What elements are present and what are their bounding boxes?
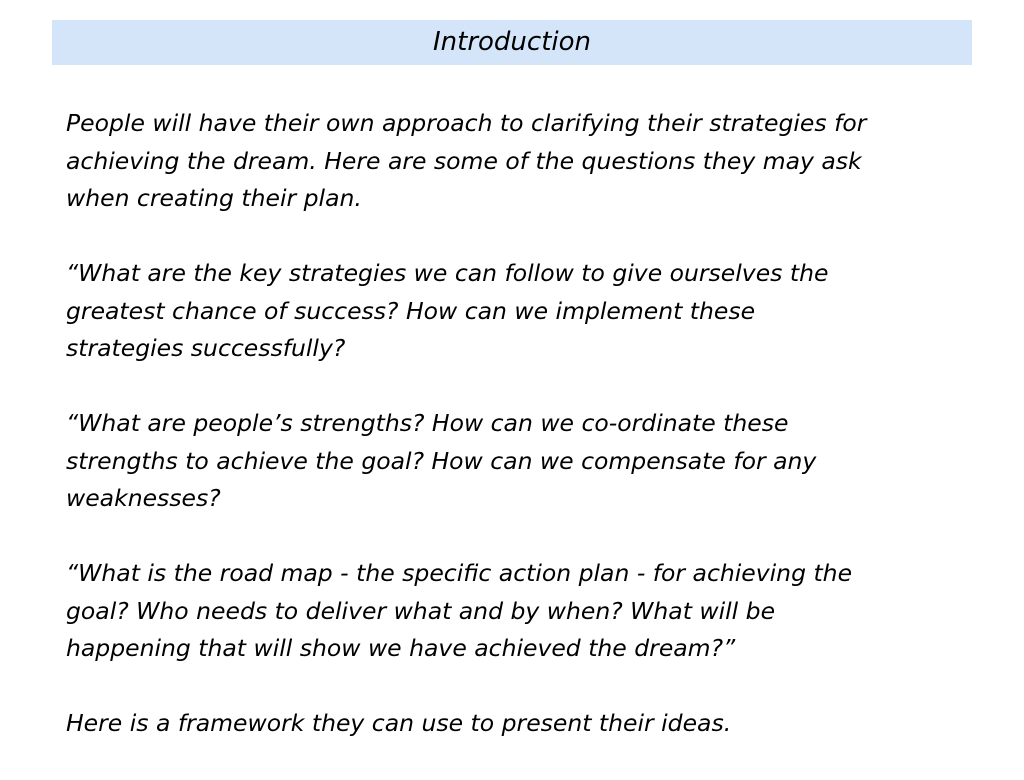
- paragraph-framework: [66, 705, 966, 743]
- page-title: Introduction: [432, 26, 592, 57]
- paragraph-line: People will have their own approach to clarifying their strategies for: [66, 109, 867, 137]
- title-bar: [52, 20, 972, 65]
- slide-body: [66, 105, 966, 780]
- paragraph-line: “What are the key strategies we can follow to give ourselves the: [66, 259, 829, 287]
- paragraph-line: happening that will show we have achieved the dream?”: [66, 634, 736, 662]
- paragraph-line: achieving the dream. Here are some of the questions they may ask: [66, 146, 862, 175]
- paragraph-road-map-question: [66, 555, 966, 668]
- paragraph-strategies-question: [66, 255, 966, 368]
- paragraph-line: “What are people’s strengths? How can we co-ordinate these: [66, 409, 789, 437]
- paragraph-line: greatest chance of success? How can we implement these: [66, 296, 756, 325]
- paragraph-line: goal? Who needs to deliver what and by when? What will be: [66, 596, 776, 625]
- paragraph-line: strengths to achieve the goal? How can we compensate for any: [66, 446, 817, 475]
- paragraph-line: weaknesses?: [66, 484, 221, 512]
- paragraph-intro: [66, 105, 966, 218]
- paragraph-line: when creating their plan.: [66, 184, 362, 212]
- paragraph-line: strategies successfully?: [66, 334, 346, 362]
- paragraph-line: “What is the road map - the specific action plan - for achieving the: [66, 559, 853, 587]
- paragraph-line: Here is a framework they can use to present their ideas.: [66, 709, 732, 737]
- paragraph-strengths-question: [66, 405, 966, 518]
